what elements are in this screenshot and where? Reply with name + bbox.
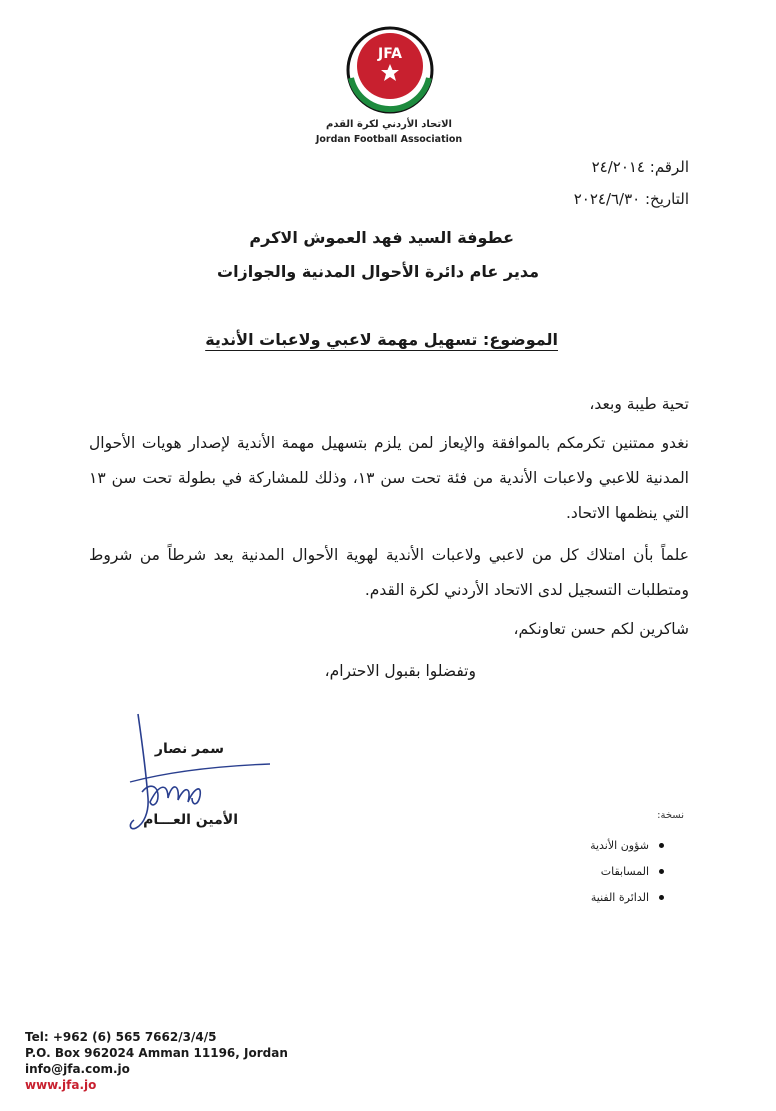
cc-item [464,832,664,858]
cc-item [464,858,664,884]
body-paragraph-2: علماً بأن امتلاك كل من لاعبي ولاعبات الأندية لهوية الأحوال المدنية يعد شرطاً من شروط ومتطلبات التسجيل لدى الاتحاد الأردني لكرة القدم. [89,546,689,599]
bullet-icon [659,895,664,900]
footer-website[interactable]: www.jfa.jo [25,1078,97,1092]
cc-item-label: شؤون الأندية [590,838,649,852]
footer-tel: Tel: +962 (6) 565 7662/3/4/5 [25,1030,217,1044]
reference-number: الرقم: ٢٤/٢٠١٤ [591,158,689,176]
closing-line: وتفضلوا بقبول الاحترام، [324,662,476,680]
jfa-logo [345,26,435,118]
addressee-title: مدير عام دائرة الأحوال المدنية والجوازات [216,262,539,281]
bullet-icon [659,843,664,848]
letter-subject: الموضوع: تسهيل مهمة لاعبي ولاعبات الأندية [205,330,558,349]
footer-email[interactable]: info@jfa.com.jo [25,1062,130,1076]
greeting: تحية طيبة وبعد، [589,395,689,413]
signatory-name: سمر نصار [154,741,224,757]
cc-item-label: الدائرة الفنية [590,890,649,904]
thanks-line: شاكرين لكم حسن تعاونكم، [513,620,689,638]
letter-date: التاريخ: ٢٠٢٤/٦/٣٠ [573,190,689,208]
org-name-arabic: الاتحاد الأردني لكرة القدم [326,119,452,130]
footer-contact [25,1029,288,1093]
body-paragraph-1: نغدو ممتنين تكرمكم بالموافقة والإيعاز لمن يلزم بتسهيل مهمة الأندية لإصدار هويات الأحوال المدنية للاعبي ولاعبات الأندية من فئة تحت سن ١٣، وذلك للمشاركة في بطولة تحت سن ١٣ التي ينظمها الاتحاد. [89,434,689,522]
cc-list [464,832,664,910]
cc-label: نسخة: [657,810,684,821]
logo-text: JFA [377,46,403,62]
footer-pobox: P.O. Box 962024 Amman 11196, Jordan [25,1046,288,1060]
signatory-title: الأمين العـــام [143,812,238,828]
bullet-icon [659,869,664,874]
org-name-english: Jordan Football Association [315,134,463,145]
cc-item-label: المسابقات [600,864,649,878]
addressee-name: عطوفة السيد فهد العموش الاكرم [249,228,514,247]
cc-item [464,884,664,910]
